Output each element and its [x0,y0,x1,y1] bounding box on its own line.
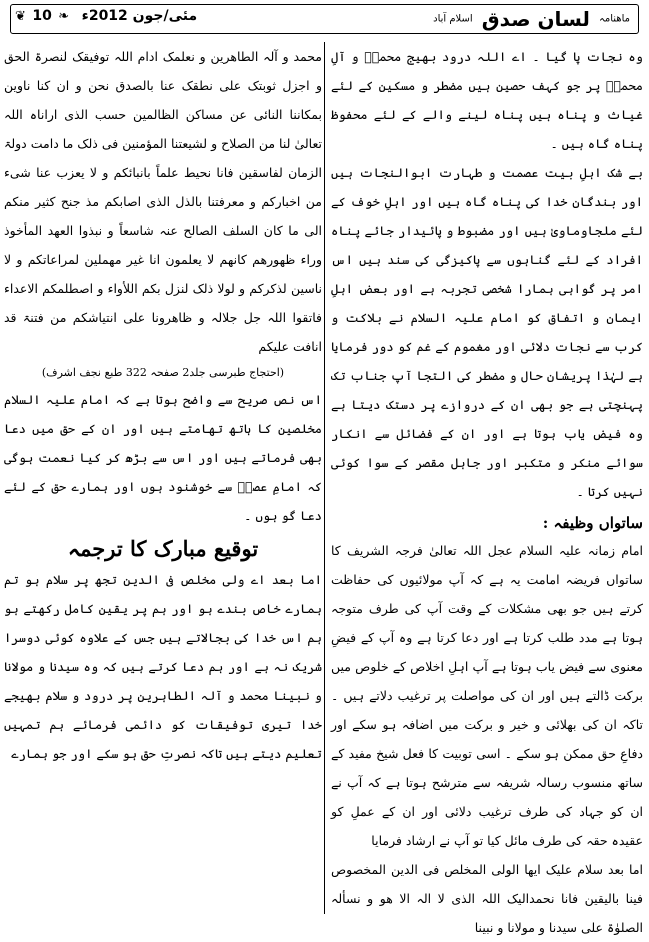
ornament-icon: ❦ [15,8,26,24]
page-header [10,4,639,34]
reference-citation: (احتجاج طبرسی جلد2 صفحہ 322 طبع نجف اشرف) [41,366,285,379]
paragraph: اس نص صریح سے واضح ہوتا ہے کہ امام علیہ السلام مخلصین کا ہاتھ تھامتے ہیں اور ان کے حق میں دعا بھی فرماتے ہیں اور اس سے بڑھ کر کیا نعمت ہوگی کہ امامِ عصرؑ سے خوشنود ہوں اور ہمارے حق کے لئے دعا گو ہوں ۔ [4,392,322,523]
left-column [4,42,322,768]
magazine-prefix: ماھنامہ [599,13,630,25]
paragraph: بے شک اہلِ بیت عصمت و طہارت ابوالنجات ہیں اور بندگانِ خدا کی پناہ گاہ ہیں اور اہلِ خوف کے لئے ملجاوماویٰ ہیں اور مضبوط و پائیدار جائے پناہ افراد کے لئے گناہوں سے پاکیزگی کی سند ہیں اس امر پر گواہی ہمارا شخصی تجربہ ہے اور بعض اہلِ ایمان و اتفاق کو امام علیہ السلام نے بلاکت و کرب سے نجات دلائی اور مغموم کے غم کو دور فرمایا ہے لہٰذا پریشان حال و مضطر کی التجا آپ جناب تک پہنچتی ہے جو بھی ان کے دروازے پر دستک دیتا ہے وہ فیض یاب ہوتا ہے اور ان کے فضائل سے انکار سوائے منکر و متکبر اور جاہل مقصر کے سوا کوئی نہیں کرتا ۔ [331,165,643,499]
paragraph: اما بعد اے ولی مخلص فی الدین تجھ پر سلام ہو تم ہمارے خاص بندے ہو اور ہم پر یقین کامل رکھتے ہو ہم اس خدا کی بجالاتے ہیں جس کے علاوہ کوئی دوسرا شریک نہ ہے اور ہم دعا کرتے ہیں کہ وہ سیدنا و مولانا و نبینا محمد و آلہ الطاہرین پر درود و سلام بھیجے خدا تیری توفیقات کو دائمی فرمائے ہم تمہیں تعلیم دیتے ہیں تاکہ نصرتِ حق ہو سکے اور جو ہمارے [4,572,322,761]
right-column [331,42,643,942]
magazine-title: لسان صدق [481,7,590,31]
arabic-text: اما بعد سلام علیک ایھا الولی المخلص فی الدین المخصوص فینا بالیقین فانا نحمدالیک اللہ الذی لا الہ الا ھو و نسألہ الصلوٰۃ علی سیدنا و مولانا و نبینا [331,862,643,935]
translation-heading: توقیع مبارک کا ترجمہ [67,536,259,561]
header-left [15,8,197,24]
magazine-city: اسلام آباد [433,13,473,25]
paragraph: وہ نجات پا گیا ۔ اے اللہ درود بھیج محمدؐ و آلِ محمدؐ پر جو کہف حصین ہیں مضطر و مسکین کے لئے غیاث و پناہ ہیں پناہ لینے والے کے لئے محفوظ پناہ گاہ ہیں ۔ [331,49,643,151]
masthead [433,7,630,31]
page-number: 10 [32,8,52,24]
paragraph: امام زمانہ علیہ السلام عجل اللہ تعالیٰ فرجہ الشریف کا ساتواں فریضہ امامت یہ ہے کہ آپ مولائیوں کی حفاظت کرتے ہیں جو بھی مشکلات کے وقت آپ کی طرف متوجہ ہوتا ہے مدد طلب کرتا ہے اور دعا کرتا ہے وہ آپ کے فیضِ معنوی سے فیض یاب ہوتا ہے آپ اہلِ اخلاص کے خلوص میں برکت ڈالتے ہیں اور ان کی مواصلت پر ترغیب دلاتے ہیں ۔ تاکہ ان کی بھلائی و خیر و برکت میں اضافہ ہو سکے اور دفاعِ حق ممکن ہو سکے ۔ اسی توبیت کا فعل شیخ مفید کے ساتھ منسوب رسالہ شریفہ سے مترشح ہوتا ہے کہ آپ نے ان کو جہاد کی طرف ترغیب دلائی اور ان کے عملِ کو عقیدہ حقہ کی طرف مائل کیا تو آپ نے ارشاد فرمایا [331,543,643,848]
ornament-icon: ❧ [58,8,70,24]
arabic-text: محمد و آلہ الطاھرین و نعلمک ادام اللہ توفیقک لنصرۃ الحق و اجزل ثوبتک علی نطقک عنا بالصدق نحن و ان کنا ناوین بمکاننا النائی عن مساکن الظالمین حسب الذی اراناہ اللہ تعالیٰ لنا من الصلاح و لشیعتنا المؤمنین فی ذلک ما دامت دولۃ الزمان لفاسقین فانا نحیط علماً بانبائکم و لا یعزب عنا شیء من اخبارکم و معرفتنا بالذل الذی اصابکم مذ جنح کثیر منکم الی ما کان السلف الصالح عنہ شاسعاً و نبذوا العھد المأخوذ وراء ظھورھم کانھم لا یعلمون انا غیر مھملین لمراعاتکم و لا ناسین لذکرکم و لولا ذلک لنزل بکم اللأواء و اصطلمکم الاعداء فاتقوا اللہ جل جلالہ و ظاھرونا علی انتیاشکم من فتنۃ قد انافت علیکم [4,49,322,354]
section-heading-text: ساتواں وظیفہ : [542,514,643,532]
column-divider [324,42,325,914]
issue-date: مئی/جون 2012ء [81,8,198,24]
section-heading [331,514,643,532]
